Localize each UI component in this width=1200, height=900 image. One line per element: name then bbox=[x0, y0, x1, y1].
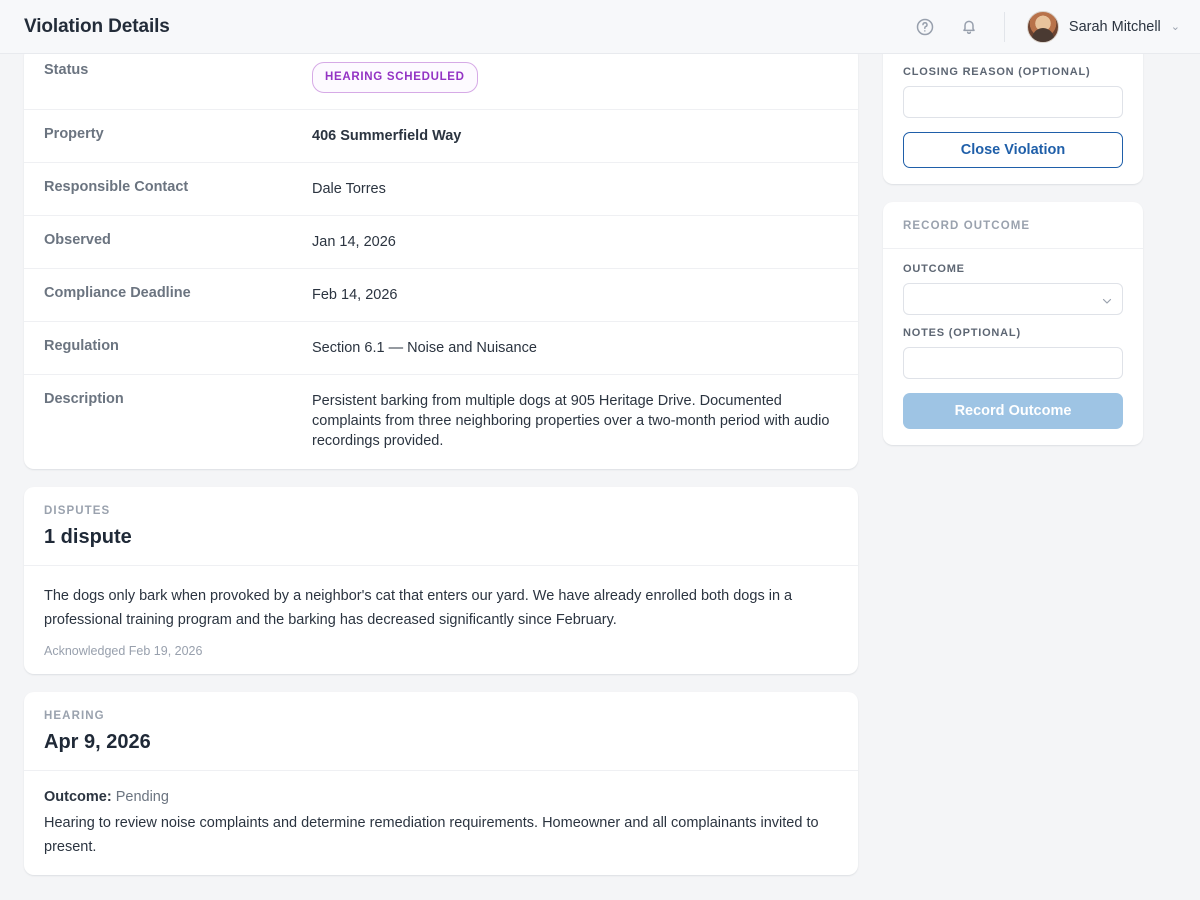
close-violation-button[interactable]: Close Violation bbox=[903, 132, 1123, 168]
detail-row-status bbox=[24, 46, 858, 110]
outcome-label: OUTCOME bbox=[903, 263, 965, 275]
detail-label: Responsible Contact bbox=[44, 179, 189, 195]
detail-label: Compliance Deadline bbox=[44, 285, 191, 301]
dispute-acknowledged: Acknowledged Feb 19, 2026 bbox=[44, 644, 203, 658]
hearing-eyebrow: HEARING bbox=[44, 710, 105, 722]
detail-label: Observed bbox=[44, 232, 111, 248]
detail-label: Regulation bbox=[44, 338, 119, 354]
hearing-text: Hearing to review noise complaints and determine remediation requirements. Homeowner and all complainants invited to present. bbox=[44, 815, 819, 855]
closing-reason-input[interactable] bbox=[903, 86, 1123, 118]
top-bar bbox=[0, 0, 1200, 54]
record-outcome-panel bbox=[883, 202, 1143, 445]
detail-value: Persistent barking from multiple dogs at 905 Heritage Drive. Documented complaints from three neighboring properties over a two-month period with audio recordings provided. bbox=[312, 393, 830, 449]
detail-value: Feb 14, 2026 bbox=[312, 287, 398, 303]
avatar bbox=[1027, 11, 1059, 43]
detail-row-property bbox=[24, 110, 858, 163]
chevron-down-icon: ⌄ bbox=[1170, 21, 1180, 33]
toolbar-divider bbox=[1004, 12, 1005, 42]
record-outcome-button[interactable]: Record Outcome bbox=[903, 393, 1123, 429]
status-badge: HEARING SCHEDULED bbox=[312, 62, 478, 93]
disputes-card bbox=[24, 487, 858, 674]
detail-value: Section 6.1 — Noise and Nuisance bbox=[312, 340, 537, 356]
detail-label: Status bbox=[44, 62, 89, 78]
user-menu[interactable] bbox=[1027, 11, 1180, 43]
page-body bbox=[0, 54, 1200, 900]
detail-value bbox=[312, 62, 478, 93]
hearing-header bbox=[24, 692, 858, 771]
outcome-select[interactable] bbox=[903, 283, 1123, 315]
disputes-body bbox=[24, 566, 858, 674]
hearing-outcome-line bbox=[44, 789, 838, 805]
record-outcome-eyebrow: RECORD OUTCOME bbox=[883, 202, 1143, 249]
outcome-select-wrap bbox=[903, 283, 1123, 315]
hearing-card bbox=[24, 692, 858, 875]
detail-row-compliance-deadline bbox=[24, 269, 858, 322]
page-title: Violation Details bbox=[24, 15, 170, 37]
detail-value: Dale Torres bbox=[312, 181, 386, 197]
detail-label: Property bbox=[44, 126, 104, 142]
record-outcome-body bbox=[883, 249, 1143, 429]
notes-input[interactable] bbox=[903, 347, 1123, 379]
detail-row-description bbox=[24, 375, 858, 467]
dispute-text: The dogs only bark when provoked by a neighbor's cat that enters our yard. We have already enrolled both dogs in a professional training program and the barking has decreased significantly since February. bbox=[44, 588, 793, 628]
hearing-body bbox=[24, 771, 858, 875]
disputes-count: 1 dispute bbox=[44, 526, 132, 548]
detail-value: 406 Summerfield Way bbox=[312, 128, 462, 144]
detail-row-regulation bbox=[24, 322, 858, 375]
hearing-date: Apr 9, 2026 bbox=[44, 731, 151, 753]
sidebar-column bbox=[883, 42, 1143, 463]
closing-reason-label: CLOSING REASON (OPTIONAL) bbox=[903, 66, 1091, 78]
detail-label: Description bbox=[44, 391, 124, 407]
detail-row-observed bbox=[24, 216, 858, 269]
detail-row-responsible-contact bbox=[24, 163, 858, 216]
notes-label: NOTES (OPTIONAL) bbox=[903, 327, 1021, 339]
hearing-outcome-label: Outcome: bbox=[44, 789, 112, 805]
actions-panel-body bbox=[883, 52, 1143, 168]
disputes-header bbox=[24, 487, 858, 566]
actions-panel bbox=[883, 42, 1143, 184]
help-circle-icon[interactable] bbox=[912, 14, 938, 40]
topbar-actions bbox=[912, 11, 1180, 43]
detail-value: Jan 14, 2026 bbox=[312, 234, 396, 250]
main-column bbox=[24, 46, 858, 893]
bell-icon[interactable] bbox=[956, 14, 982, 40]
disputes-eyebrow: DISPUTES bbox=[44, 505, 111, 517]
hearing-outcome-value: Pending bbox=[115, 789, 169, 805]
violation-detail-card bbox=[24, 46, 858, 469]
user-name: Sarah Mitchell bbox=[1068, 18, 1161, 35]
